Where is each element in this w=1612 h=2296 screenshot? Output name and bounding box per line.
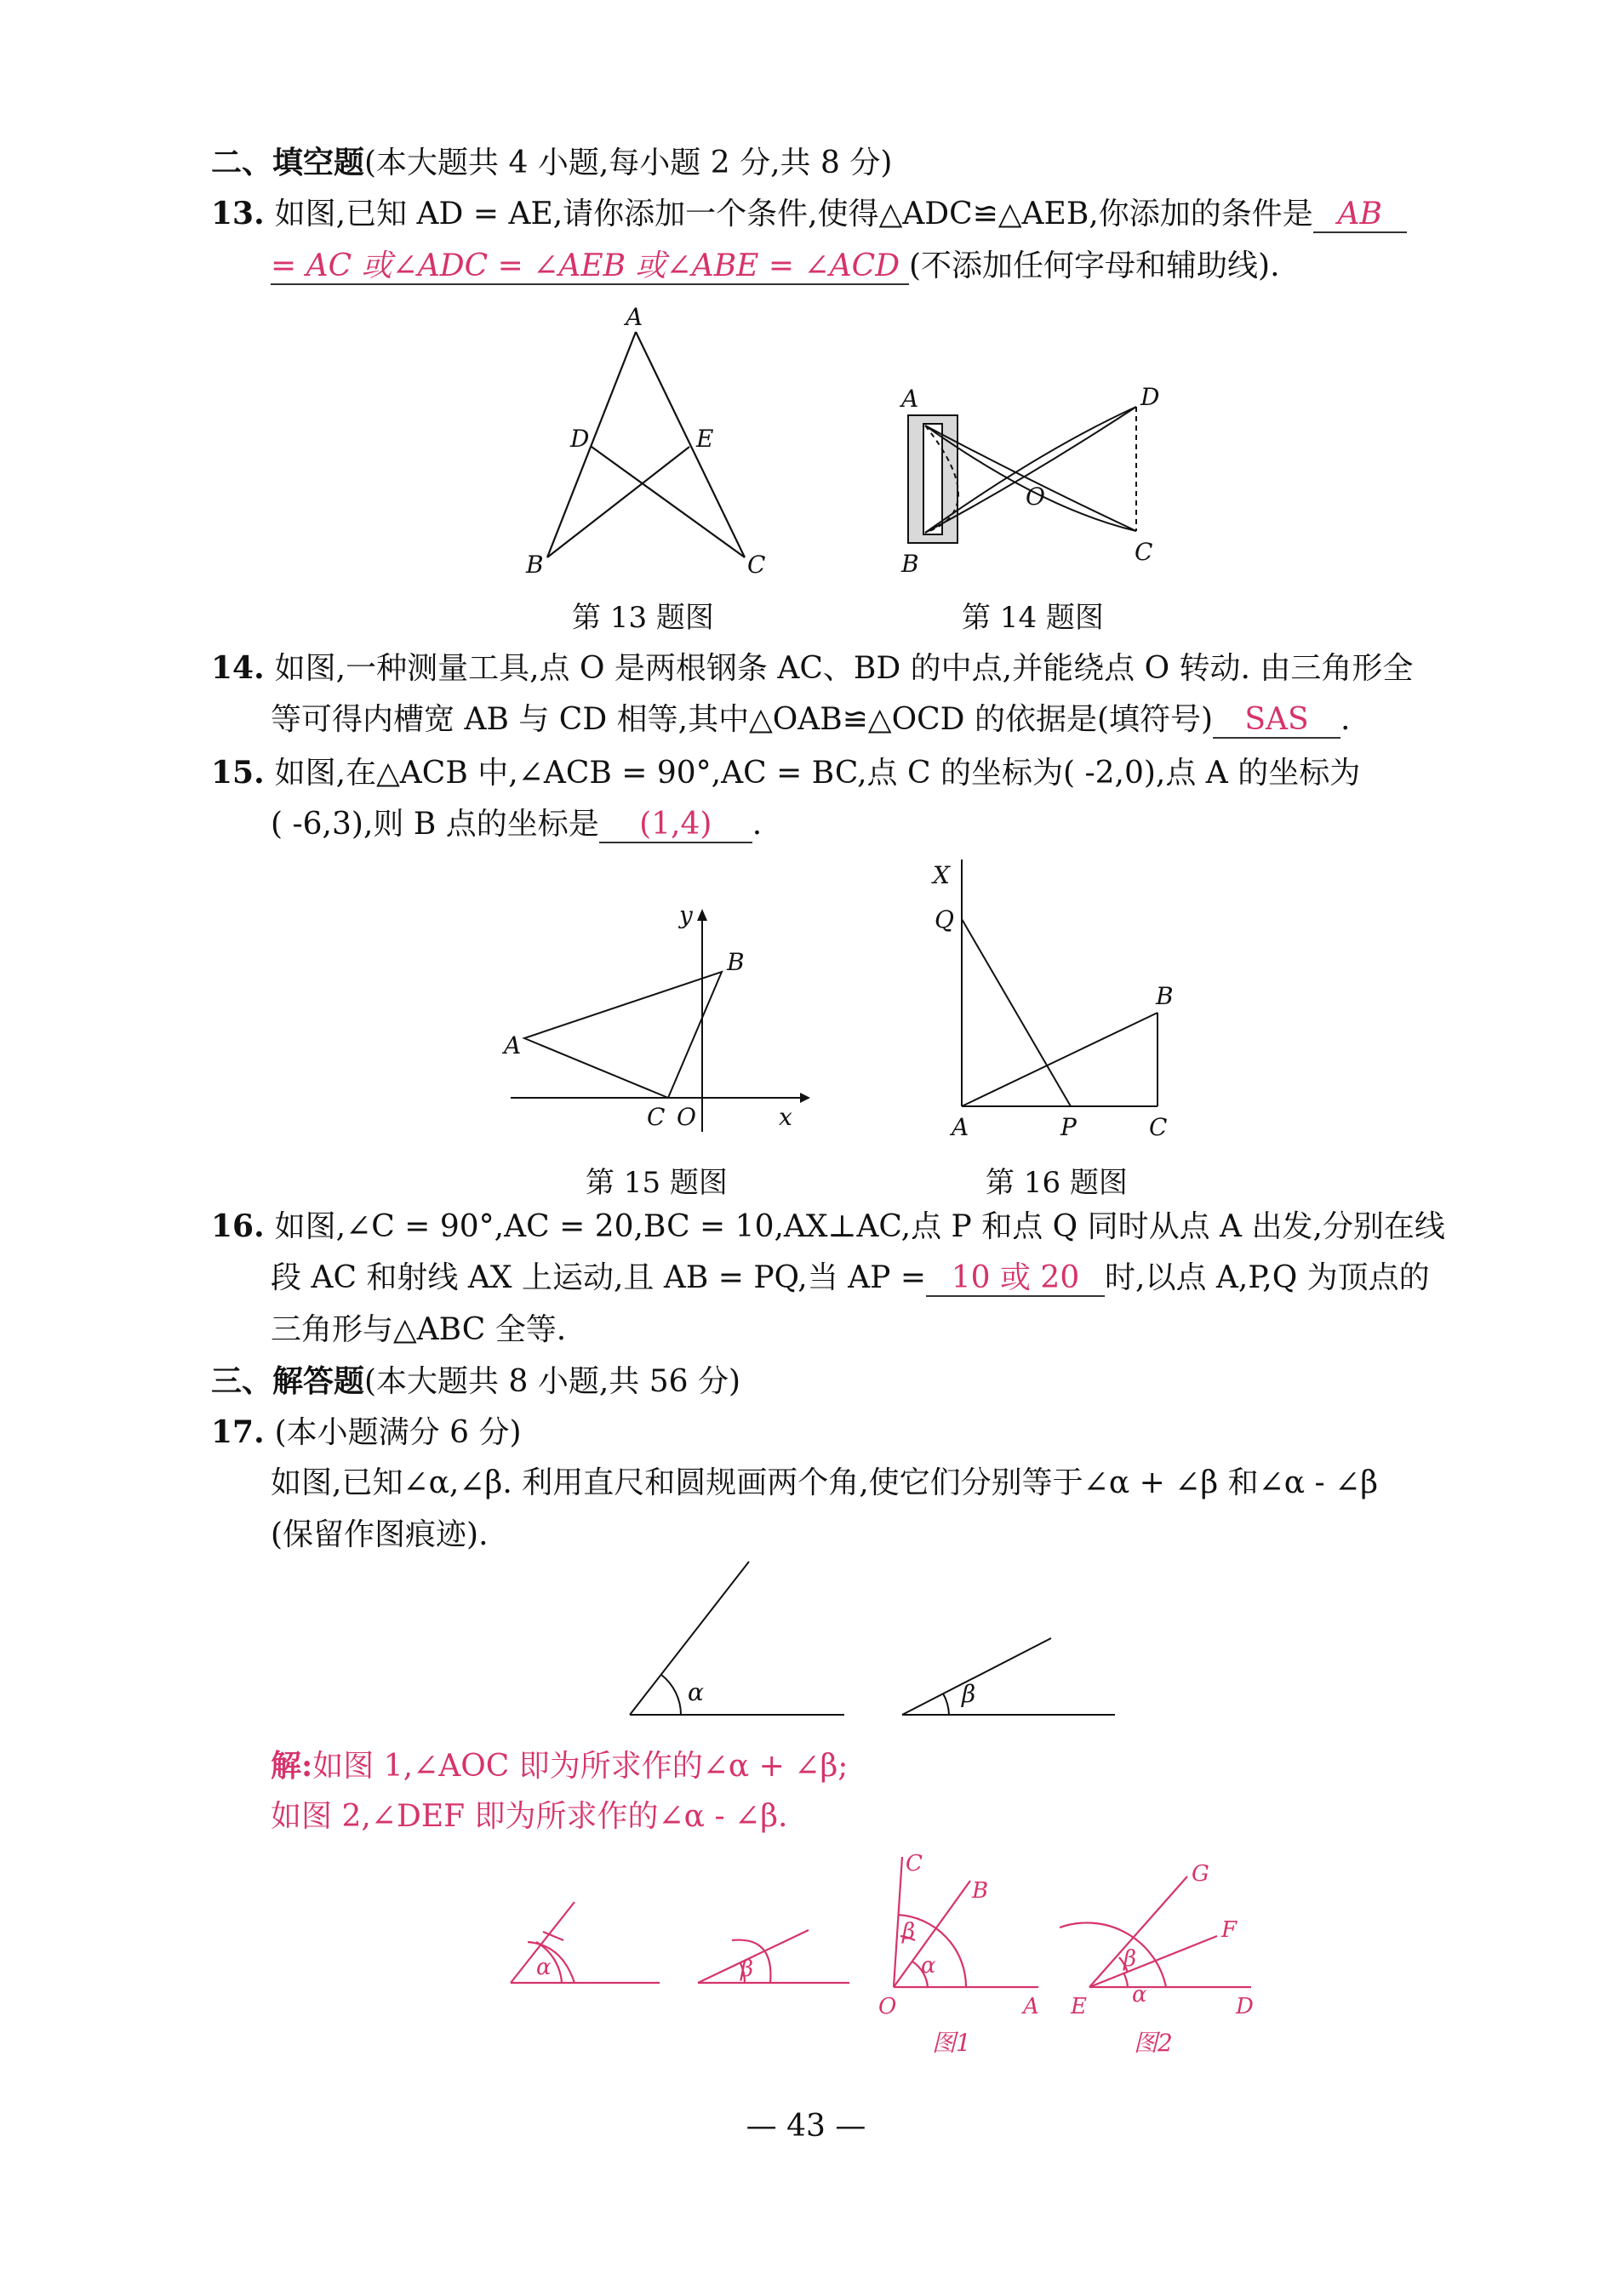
q15-line2 [271,805,762,844]
fig2-label-e: E [1071,1994,1087,2019]
q13-answer-a: AB [1313,197,1407,233]
fig16-label-x: X [933,861,950,889]
section3-title: 三、解答题 [211,1363,365,1399]
q17-given-angles [621,1557,1132,1728]
q16-number: 16. [211,1208,265,1244]
q16-text-a: 如图,∠C = 90°,AC = 20,BC = 10,AX⊥AC,点 P 和点 Q 同时从点 A 出发,分别在线 [274,1209,1445,1244]
q17-line3: (保留作图痕迹). [271,1517,489,1552]
q13-line2 [271,247,1280,286]
q13-text-a: 如图,已知 AD = AE,请你添加一个条件,使得△ADC≌△AEB,你添加的条件是 [274,197,1313,231]
fig13-label-d: D [570,425,590,453]
fig16-segment-ab [962,1013,1158,1106]
construction-figures [502,1847,1260,2068]
fig15-y-arrow [697,909,707,921]
fig14-label-a: A [901,385,919,413]
figure-14 [889,381,1179,585]
fig14-caption: 第 14 题图 [962,601,1104,635]
section2-note: (本大题共 4 小题,每小题 2 分,共 8 分) [364,146,893,180]
q15-number: 15. [211,755,265,791]
fig2-label-alpha: α [1132,1982,1147,2008]
fig13-label-e: E [696,425,714,453]
fig16-label-a: A [952,1113,969,1140]
page-number: — 43 — [746,2109,866,2144]
figure-13 [511,302,783,583]
q14-answer: SAS [1213,703,1340,739]
fig2-ray-eg [1089,1876,1187,1987]
fig16-label-c: C [1149,1113,1168,1140]
fig16-label-b: B [1156,982,1174,1010]
q14-line2 [271,700,1351,740]
q16-line1 [211,1207,1445,1247]
solution-line1 [271,1746,848,1786]
fig15-triangle [524,972,722,1098]
fig1-caption: 图1 [932,2029,971,2057]
q13-line1 [211,194,1407,234]
fig15-label-b: B [727,948,745,976]
figure-15 [502,902,826,1140]
construct-label-beta-1: β [740,1956,754,1982]
q16-answer: 10 或 20 [926,1261,1105,1297]
q17-number: 17. [211,1414,265,1450]
angle-beta-label: β [962,1680,976,1708]
fig1-label-a: A [1023,1994,1039,2019]
q14-text-b: 等可得内槽宽 AB 与 CD 相等,其中△OAB≌△OCD 的依据是(填符号) [271,702,1214,737]
fig1-label-c: C [906,1851,923,1876]
fig15-caption: 第 15 题图 [586,1166,728,1200]
q13-answer-b: = AC 或∠ADC = ∠AEB 或∠ABE = ∠ACD [271,249,909,285]
q14-number: 14. [211,650,265,686]
q16-text-b: 段 AC 和射线 AX 上运动,且 AB = PQ,当 AP = [271,1260,926,1295]
fig2-label-f: F [1221,1917,1238,1943]
figure-16 [928,851,1209,1140]
fig15-label-o: O [677,1103,696,1131]
q14-line1 [211,648,1413,688]
q15-text-b: ( -6,3),则 B 点的坐标是 [271,807,599,842]
construct-label-alpha-1: α [536,1955,552,1980]
fig2-label-d: D [1236,1994,1254,2019]
q16-text-c: 时,以点 A,P,Q 为顶点的 [1105,1260,1430,1295]
q14-text-a: 如图,一种测量工具,点 O 是两根钢条 AC、BD 的中点,并能绕点 O 转动. 由三角形全 [274,651,1414,686]
q17-line2: 如图,已知∠α,∠β. 利用直尺和圆规画两个角,使它们分别等于∠α + ∠β 和∠α - ∠β [271,1465,1379,1500]
fig14-label-d: D [1140,383,1160,411]
fig1-label-o: O [878,1994,897,2019]
fig14-label-o: O [1026,483,1045,511]
fig1-label-beta: β [902,1919,916,1945]
fig15-label-a: A [504,1031,522,1059]
q16-line3: 三角形与△ABC 全等. [271,1312,567,1347]
solution-text-1: 如图 1,∠AOC 即为所求作的∠α + ∠β; [312,1749,849,1784]
fig1-label-alpha: α [921,1953,936,1979]
fig13-label-c: C [747,551,766,579]
angle-beta-side [902,1638,1051,1715]
fig16-segment-pq [962,919,1071,1106]
q13-number: 13. [211,196,265,231]
fig16-label-q: Q [935,905,954,934]
fig16-caption: 第 16 题图 [986,1166,1128,1200]
section3-header [211,1362,740,1402]
fig1-ray-oc [894,1857,902,1987]
fig2-label-beta: β [1123,1946,1137,1972]
fig2-caption: 图2 [1134,2029,1173,2057]
q15-end: . [752,807,763,842]
section3-note: (本大题共 8 小题,共 56 分) [364,1364,741,1399]
q15-line1 [211,753,1360,793]
fig15-label-x: x [779,1103,792,1131]
q17-score: (本小题满分 6 分) [274,1415,522,1450]
q16-line2 [271,1259,1430,1298]
section2-header [211,143,892,183]
fig13-caption: 第 13 题图 [572,601,714,635]
fig15-label-y: y [679,902,693,929]
q15-text-a: 如图,在△ACB 中,∠ACB = 90°,AC = BC,点 C 的坐标为( -2,0),点 A 的坐标为 [274,756,1361,791]
fig16-label-p: P [1060,1113,1077,1140]
angle-alpha-label: α [688,1678,704,1706]
fig2-ray-ef [1089,1936,1217,1987]
q14-end: . [1340,702,1351,737]
fig15-x-arrow [800,1093,810,1103]
q13-text-b: (不添加任何字母和辅助线). [909,248,1280,283]
fig14-label-b: B [901,550,919,578]
fig1-label-b: B [972,1878,989,1904]
fig14-slot [923,424,942,534]
angle-beta-arc [943,1693,949,1715]
angle-alpha-arc [661,1675,681,1715]
solution-line2: 如图 2,∠DEF 即为所求作的∠α - ∠β. [271,1799,788,1834]
section2-title: 二、填空题 [211,145,365,180]
fig14-label-c: C [1135,538,1153,566]
fig13-label-a: A [626,303,643,331]
fig15-label-c: C [647,1103,666,1131]
q15-answer: (1,4) [599,808,752,843]
fig2-label-g: G [1192,1861,1209,1887]
fig13-line-ac [636,332,745,557]
fig13-label-b: B [526,551,544,579]
q17-line1 [211,1413,522,1453]
fig2-alpha-arc [1123,1973,1128,1987]
solution-label: 解: [271,1748,313,1784]
